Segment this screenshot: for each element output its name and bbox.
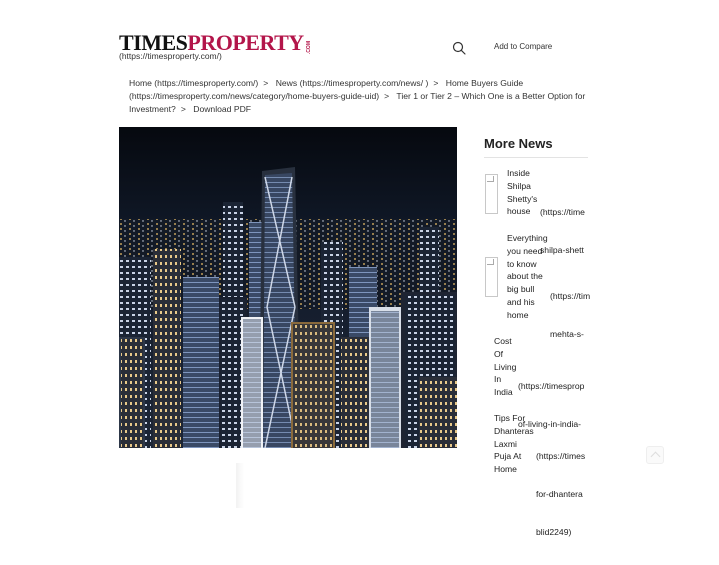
news-url-line: shilpa-shett [540,244,584,255]
news-url-line: (https://times [536,450,586,461]
breadcrumb [129,77,589,116]
divider [484,157,588,158]
news-url-line: (https://time [540,206,585,217]
news-title-line: big bull [507,284,535,295]
article-hero-image [119,127,457,448]
broken-image-icon [485,174,498,214]
news-title-line: house [507,206,531,217]
breadcrumb-separator: > [384,91,390,101]
news-title-line: Tips For [494,413,526,423]
more-news-title: More News [484,136,553,151]
news-title-line: Living [494,361,517,372]
breadcrumb-home[interactable]: Home (https://timesproperty.com/) [129,78,259,88]
page-margin [590,0,719,508]
news-title-line: Puja At [494,451,522,462]
news-title-line: you need [507,245,543,256]
news-url-line: for-dhantera [536,488,583,499]
logo-url[interactable]: (https://timesproperty.com/) [119,51,222,61]
news-title-line: Laxmi [494,438,517,449]
news-url-line: of-living-in-india- [518,418,582,429]
breadcrumb-download-pdf[interactable]: Download PDF [193,104,252,114]
news-url-line: mehta-s- [550,328,584,339]
more-news-sidebar [484,127,591,538]
add-to-compare-link[interactable]: Add to Compare [494,42,553,51]
broken-image-icon [485,257,498,297]
city-skyline-illustration [119,127,457,448]
news-title-line: Dhanteras [494,425,534,436]
news-title-line: Home [494,464,517,475]
logo-com-text: .COM [305,40,312,54]
news-title-line: Shilpa [507,180,531,191]
logo-times-text: TIMES [119,30,188,55]
news-title-line: India [494,387,513,398]
news-title-line: Shetty's [507,193,538,204]
news-title-line: home [507,309,529,320]
breadcrumb-separator: > [180,104,186,114]
breadcrumb-news[interactable]: News (https://timesproperty.com/news/ ) [275,78,429,88]
breadcrumb-home-buyers-guide[interactable]: Home Buyers Guide (https://timesproperty.com/news/category/home-buyers-guide-uid) [129,78,524,101]
logo-property-text: PROPERTY [187,30,304,55]
news-title-line: Inside [507,168,530,178]
breadcrumb-article: Tier 1 or Tier 2 – Which One is a Better Option for Investment? [129,91,586,114]
news-title-line: to know [507,258,537,269]
news-title-line: Everything [507,233,548,243]
news-url-line: blid2249) [536,527,572,538]
scroll-to-top-button[interactable] [646,446,664,464]
news-title-line: and his [507,296,535,307]
news-title-line: Cost [494,336,512,346]
breadcrumb-separator: > [433,78,439,88]
news-url-line: (https://tim [550,290,591,301]
news-title-line: In [494,374,502,385]
breadcrumb-separator: > [263,78,269,88]
divider [236,463,244,508]
search-icon[interactable] [452,41,466,55]
news-title-line: about the [507,271,543,282]
news-title-line: Of [494,348,504,359]
news-url-line: (https://timesprop [518,380,585,391]
